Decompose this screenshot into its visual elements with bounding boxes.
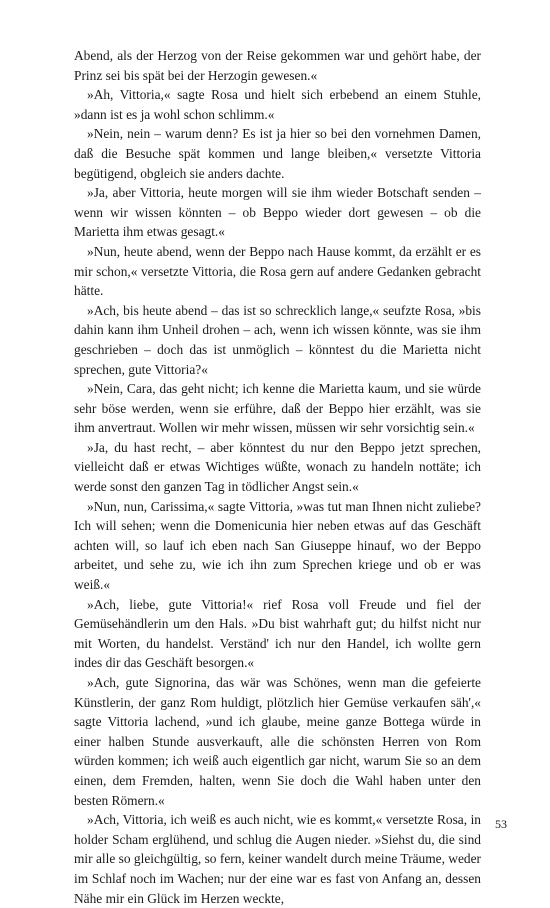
- paragraph: »Nun, nun, Carissima,« sagte Vittoria, »was tut man Ihnen nicht zuliebe? Ich will sehen; wenn die Domenicunia hier neben etwas auf das Geschäft achten will, so lauf ich eben nach San Giuseppe hinauf, wo der Beppo arbeitet, und sehe zu, wie ich ihn zum Sprechen kriege und ob er was weiß.«: [74, 498, 481, 593]
- paragraph: »Ah, Vittoria,« sagte Rosa und hielt sich erbebend an einem Stuhle, »dann ist es ja wohl schon schlimm.«: [74, 87, 481, 122]
- paragraph: »Ach, bis heute abend – das ist so schrecklich lange,« seufzte Rosa, »bis dahin kann ihm Unheil drohen – ach, wenn ich wissen könnte, was sie ihm geschrieben – doch das ist unmöglich – könntest du die Marietta nicht sprechen, gute Vittoria?«: [74, 302, 481, 377]
- paragraph: »Nein, Cara, das geht nicht; ich kenne die Marietta kaum, und sie würde sehr böse werden, wenn sie erführe, daß der Beppo hier erzählt, was sie ihm anvertraut. Wollen wir mehr wissen, müssen wir sehr vorsichtig sein.«: [74, 381, 481, 436]
- book-page: [74, 46, 481, 908]
- paragraph: »Ach, Vittoria, ich weiß es auch nicht, wie es kommt,« versetzte Rosa, in holder Scham erglühend, und schlug die Augen nieder. »Siehst du, die sind mir alle so gleichgültig, so fern, keiner wandelt durch meine Träume, weder im Schlaf noch im Wachen; nur der eine war es fast von Anfang an, dessen Nähe mir ein Glück im Herzen weckte,: [74, 812, 481, 906]
- paragraph: Abend, als der Herzog von der Reise gekommen war und gehört habe, der Prinz sei bis spät bei der Herzogin gewesen.«: [74, 48, 481, 83]
- paragraph: »Nein, nein – warum denn? Es ist ja hier so bei den vornehmen Damen, daß die Besuche spät kommen und lange bleiben,« versetzte Vittoria begütigend, obgleich sie anders dachte.: [74, 126, 481, 181]
- paragraph: »Ja, du hast recht, – aber könntest du nur den Beppo jetzt sprechen, vielleicht daß er etwas Wichtiges wüßte, wonach zu handeln nottäte; ich werde sonst den ganzen Tag in tödlicher Angst sein.«: [74, 439, 481, 495]
- paragraph: »Ja, aber Vittoria, heute morgen will sie ihm wieder Botschaft senden – wenn wir wissen könnten – ob Beppo wieder dort gewesen – ob die Marietta ihm etwas gesagt.«: [74, 185, 481, 240]
- page-number: 53: [495, 817, 507, 831]
- paragraph: »Nun, heute abend, wenn der Beppo nach Hause kommt, da erzählt er es mir schon,« versetzte Vittoria, die Rosa gern auf andere Gedanken gebracht hätte.: [74, 243, 481, 299]
- page-text: [74, 46, 481, 908]
- paragraph: »Ach, gute Signorina, das wär was Schönes, wenn man die gefeierte Künstlerin, der ganz Rom huldigt, plötzlich hier Gemüse verkaufen säh',« sagte Vittoria lachend, »und ich glaube, meine ganze Bottega würde in einer halben Stunde ausverkauft, alle die schönsten Herren von Rom würden kommen; ich weiß auch eigentlich gar nicht, warum Sie so an dem einen, dem Fremden, halten, wenn Sie doch die Wahl haben unter den besten Römern.«: [74, 675, 481, 808]
- paragraph: »Ach, liebe, gute Vittoria!« rief Rosa voll Freude und fiel der Gemüsehändlerin um den Hals. »Du bist wahrhaft gut; du hilfst nicht nur mit Worten, du handelst. Verständ' ich nur den Handel, ich wollte gern indes dir das Geschäft besorgen.«: [74, 596, 481, 671]
